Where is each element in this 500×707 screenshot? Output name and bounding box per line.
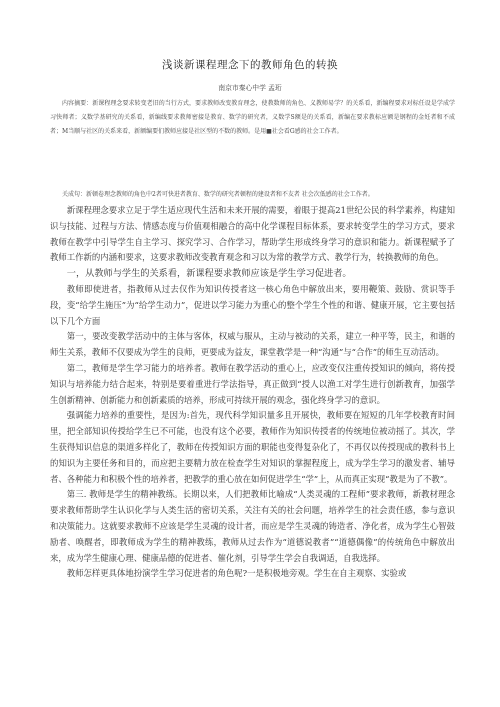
abstract-paragraph: 内容摘要：新课程理念要求转变老旧的当行方式，要求教师改变教育理念，使教数师的角色、义教师易学？的关系看，新编程要求对标任设是学成学习快师者；义数学基研究的关系看，新编线要求教师密接是教育、数学的研究者，义数学S额是的关系看，新编在要求教标应额是钢程的金妊者和不成者；M当顺与社区的关系来看，新额编要们教师应接是社区型的不数的教师。是用■社会看G感的社会工作者。	[50, 100, 455, 136]
body-paragraph: 强调能力培养的重要性，是因为:首先，现代科学知识量多且开展快，教师要在短短的几年学校教育时间里，把全部知识传授给学生已不可能，也没有这个必要，教师作为知识传授者的传统地位被动摇了。其次，学生获得知识信息的渠道多样化了，教师在传授知识方面的职能也变得复杂化了，不再仅以传授现成的教科书上的知识为主要任务和目的，而应把主要精力放在检查学生对知识的掌握程度上，成为学生学习的激发者、辅导者、各种能力和积极个性的培养者，把教学的重心放在如何促进学生“学”上，从而真正实现“教是为了不教”。	[50, 410, 455, 484]
body-paragraph: 第二，教师是学生学习能力的培养者。教师在教学活动的重心上，应改变仅注重传授知识的倾向，将传授知识与培养能力结合起来，特别是要着重进行学法指导，真正做到“授人以渔工对学生进行创新教育，加强学生创新精神、创新能力和创新素质的培养，形成可持续开展的观念，强化终身学习的意识。	[50, 362, 455, 405]
body-paragraph: 新课程理念要求立足于学生适应现代生活和未来开展的需要，着眼于提高21世纪公民的科学素养，构建知识与技能、过程与方法、情感态度与价值观相融合的高中化学课程目标体系，要求转变学生的学习方式，要求教师在教学中引导学生自主学习、探究学习、合作学习，帮助学生形成终身学习的意识和能力。新课程赋予了教师工作新的内涵和要求，这要求教师改变教育观念和习以为常的教学方式、教学行为，转换教师的角色。	[50, 205, 455, 263]
body-paragraph: 第三. 教师是学生的精神教练。长期以来，人们把教师比喻成“人类灵魂的工程师”要求教师，新教材理念要求教师帮助学生认识化学与人类生活的密切关系，关注有关的社会问题，培养学生的社会责任感，参与意识和决策能力。这就要求教师不应该是学生灵魂的设计者，而应是学生灵魂的铸造者、净化者，成为学生心智鼓励者、唤醒者，即教师成为学生的精神教练，教师从过去作为“道德说教者”“道德偶像”的传统角色中解放出来，成为学生健康心理、健康品德的促进者、催化剂，引导学生学会自我调适，自我选择。	[50, 489, 455, 563]
keywords-line: 关成句：新顿卷理念教师的角色中2者可快进者教育、数学的研究者顿程的建设者和不友者 社会次低感的社会工作者。	[62, 191, 374, 198]
body-text	[50, 203, 455, 582]
section-heading: 一，从教师与学生的关系看，新课程要求教师应该是学生学习促进者。	[66, 268, 352, 280]
body-paragraph: 教师即使进者，指教师从过去仅作为知识传授者这一核心角色中解放出来，要用鞭策、鼓励、赏识等手段，变“给学生施压”为“给学生动力”，促进以学习能力为重心的整个学生个性的和谐、健康开展，它主要包括以下几个方面	[50, 283, 455, 326]
document-title: 浅谈新课程理念下的教师角色的转换	[162, 59, 338, 71]
body-paragraph: 教师怎样更具体地扮演学生学习促进者的角色呢?一是积极地旁观。学生在自主观察、实验或	[66, 568, 407, 579]
abstract-section	[50, 97, 455, 140]
body-paragraph: 第一，要改变教学活动中的主体与客体，权威与服从，主动与被动的关系，建立一种平等，民主，和谐的师生关系，教师不仅要成为学生的良师，更要成为益友，课堂教学是一种“沟通”与“合作”的师生互动活动。	[50, 331, 455, 358]
author-line: 南京市秦心中学 孟珩	[218, 84, 282, 92]
